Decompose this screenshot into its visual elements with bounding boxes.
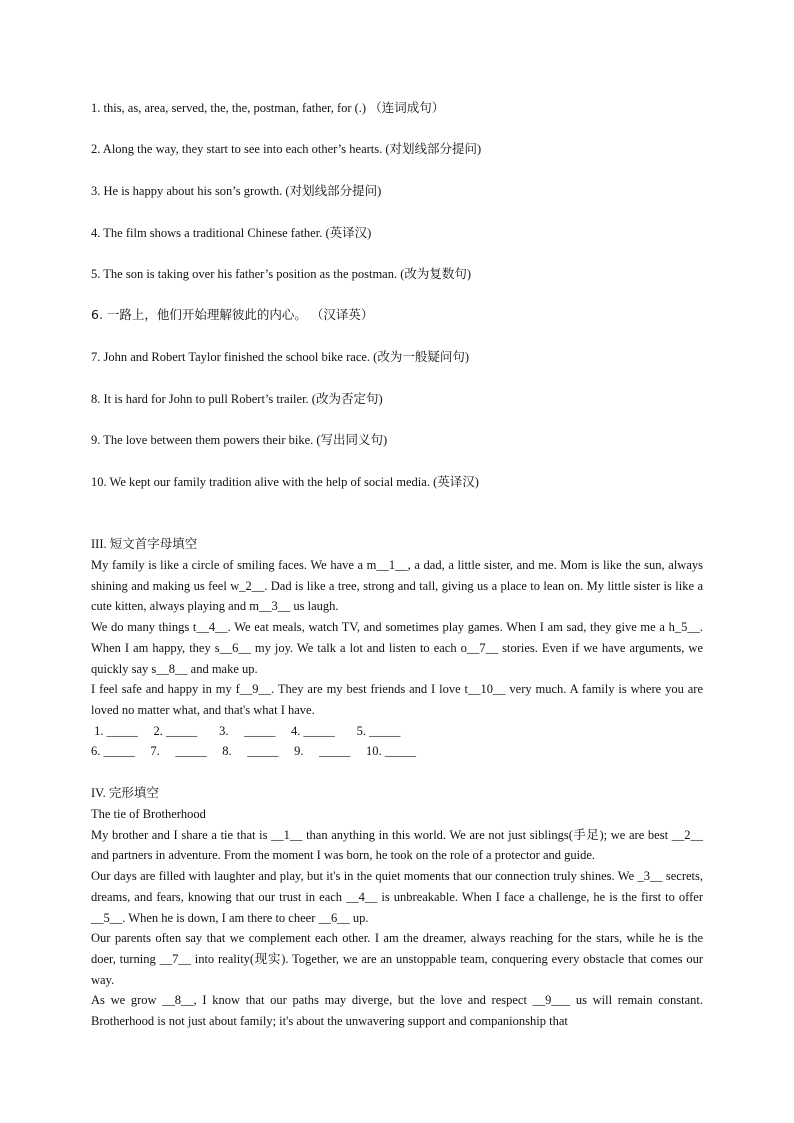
answer-blanks-row: 6. _____ 7. _____ 8. _____ 9. _____ 10. _____ — [91, 744, 416, 759]
section-title: IV. 完形填空 — [91, 786, 159, 800]
question-6: 6. 一路上，他们开始理解彼此的内心。 （汉译英） — [91, 307, 374, 322]
question-3: 3. He is happy about his son’s growth. (对划线部分提问) — [91, 184, 382, 198]
section-title: III. 短文首字母填空 — [91, 537, 198, 551]
question-2: 2. Along the way, they start to see into each other’s hearts. (对划线部分提问) — [91, 142, 482, 156]
question-10: 10. We kept our family tradition alive with the help of social media. (英译汉) — [91, 475, 479, 489]
question-4: 4. The film shows a traditional Chinese father. (英译汉) — [91, 226, 372, 240]
paragraph: My family is like a circle of smiling faces. We have a m__1__, a dad, a little sister, and me. Mom is like the sun, always shining and making us feel w_2__. Dad is like a tree, strong and tall, giving us a place to lean on. My little sister is like a cute kitten, always playing and m__3__ us laugh. — [91, 558, 703, 614]
paragraph: My brother and I share a tie that is __1__ than anything in this world. We are not just siblings(手足); we are best __2__ and partners in adventure. From the moment I was born, he took on the role of a protector and guide. — [91, 827, 703, 863]
passage-title: The tie of Brotherhood — [91, 807, 206, 821]
paragraph: We do many things t__4__. We eat meals, watch TV, and sometimes play games. When I am sad, they give me a h_5__. When I am happy, they s__6__ my joy. We talk a lot and listen to each o__7__ stories. Even if we have arguments, we quickly say s__8__ and make up. — [91, 620, 703, 676]
answer-blanks-row: 1. _____ 2. _____ 3. _____ 4. _____ 5. _____ — [91, 723, 401, 738]
question-5: 5. The son is taking over his father’s position as the postman. (改为复数句) — [91, 267, 472, 281]
question-7: 7. John and Robert Taylor finished the school bike race. (改为一般疑问句) — [91, 350, 469, 364]
section-cloze — [91, 783, 703, 1032]
paragraph: Our days are filled with laughter and play, but it's in the quiet moments that our connection truly shines. We _3__ secrets, dreams, and fears, knowing that our trust in each __4__ is unbreakable. When I face a challenge, he is the first to offer __5__. When he is down, I am there to cheer __6__ up. — [91, 869, 703, 925]
question-9: 9. The love between them powers their bike. (写出同义句) — [91, 433, 388, 447]
paragraph: Our parents often say that we complement each other. I am the dreamer, always reaching for the stars, while he is the doer, turning __7__ into reality(现实). Together, we are an unstoppable team, conquering every obstacle that comes our way. — [91, 931, 703, 987]
question-8: 8. It is hard for John to pull Robert’s trailer. (改为否定句) — [91, 392, 383, 406]
question-1: 1. this, as, area, served, the, the, postman, father, for (.) （连词成句） — [91, 101, 445, 115]
paragraph: I feel safe and happy in my f__9__. They are my best friends and I love t__10__ very much. A family is where you are loved no matter what, and that's what I have. — [91, 682, 703, 717]
section-cloze-letters — [91, 534, 703, 762]
paragraph: As we grow __8__, I know that our paths may diverge, but the love and respect __9___ us will remain constant. Brotherhood is not just about family; it's about the unwavering support and companionship that — [91, 993, 703, 1029]
